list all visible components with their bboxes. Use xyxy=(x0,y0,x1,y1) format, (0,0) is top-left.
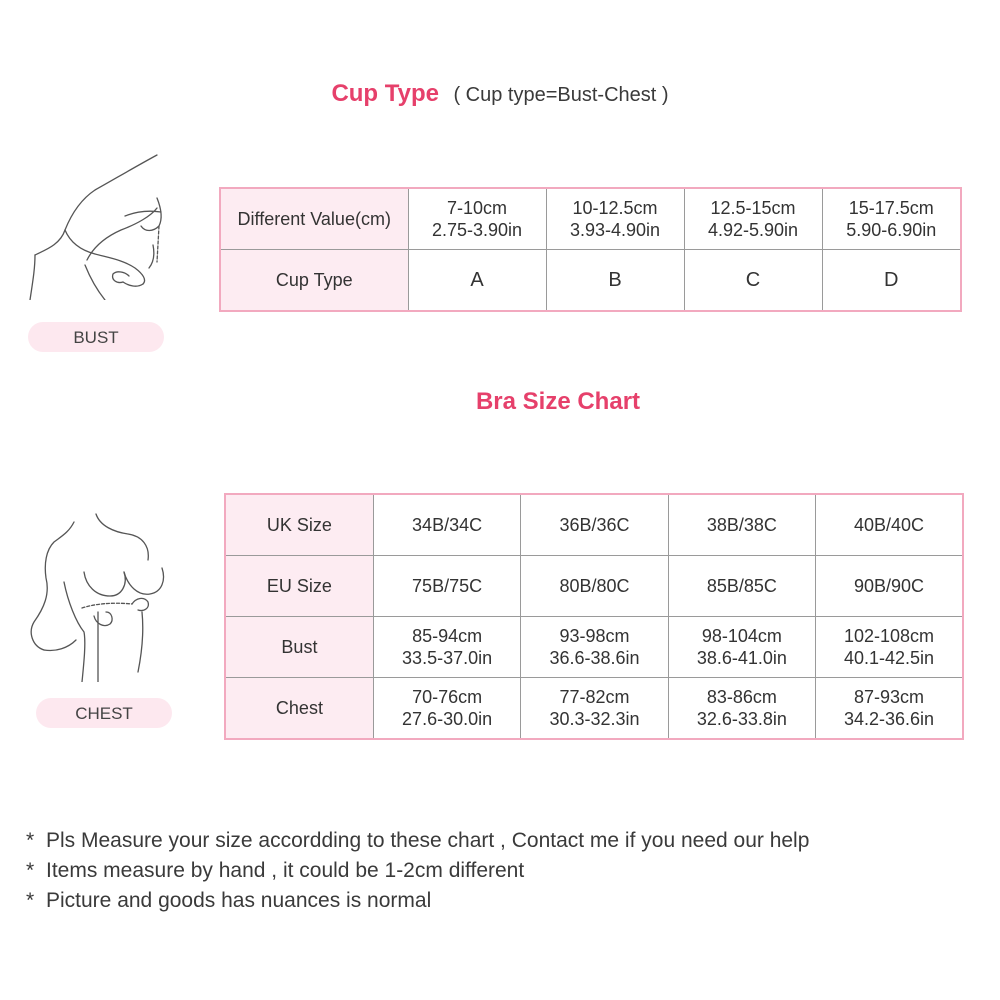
cup-type-heading xyxy=(0,80,1000,108)
note-item xyxy=(26,826,986,856)
cup-type-formula: ( Cup type=Bust-Chest ) xyxy=(453,84,669,106)
row-label-chest: Chest xyxy=(225,678,373,740)
uk-size-cell: 36B/36C xyxy=(521,494,668,556)
bra-size-table xyxy=(224,493,964,740)
row-label-bust: Bust xyxy=(225,617,373,678)
table-row xyxy=(220,250,961,312)
uk-size-cell: 40B/40C xyxy=(816,494,963,556)
cell-cm: 12.5-15cm xyxy=(710,198,796,218)
chest-cell xyxy=(816,678,963,740)
note-text: Picture and goods has nuances is normal xyxy=(46,889,432,912)
eu-size-cell: 75B/75C xyxy=(373,556,520,617)
cell-in: 38.6-41.0in xyxy=(696,648,787,668)
cup-type-title: Cup Type xyxy=(331,80,439,107)
chest-label-badge: CHEST xyxy=(36,698,172,728)
cell-in: 36.6-38.6in xyxy=(549,648,640,668)
table-cell xyxy=(546,188,684,250)
cell-in: 34.2-36.6in xyxy=(843,709,935,729)
bust-label-badge: BUST xyxy=(28,322,164,352)
bra-size-heading xyxy=(58,388,1000,416)
cup-letter-cell: D xyxy=(822,250,961,312)
note-item xyxy=(26,856,986,886)
table-row xyxy=(225,556,963,617)
chest-cell xyxy=(668,678,815,740)
uk-size-cell: 34B/34C xyxy=(373,494,520,556)
row-label-cup-type: Cup Type xyxy=(220,250,408,312)
cell-in: 33.5-37.0in xyxy=(402,648,493,668)
asterisk-icon: * xyxy=(26,829,35,852)
cup-letter-cell: A xyxy=(408,250,546,312)
cell-cm: 7-10cm xyxy=(446,198,508,218)
note-text: Items measure by hand , it could be 1-2cm different xyxy=(46,859,525,882)
cell-in: 40.1-42.5in xyxy=(843,648,935,668)
cell-in: 5.90-6.90in xyxy=(846,220,937,240)
bust-cell xyxy=(668,617,815,678)
table-cell xyxy=(822,188,961,250)
note-text: Pls Measure your size accordding to these chart , Contact me if you need our help xyxy=(46,829,810,852)
cell-in: 3.93-4.90in xyxy=(569,220,661,240)
table-row xyxy=(225,617,963,678)
asterisk-icon: * xyxy=(26,889,35,912)
table-cell xyxy=(684,188,822,250)
cup-letter-cell: C xyxy=(684,250,822,312)
table-row xyxy=(220,188,961,250)
notes-list xyxy=(26,826,986,916)
table-row xyxy=(225,678,963,740)
bust-cell xyxy=(521,617,668,678)
cup-type-table xyxy=(219,187,962,312)
cell-in: 4.92-5.90in xyxy=(707,220,799,240)
row-label-difference: Different Value(cm) xyxy=(220,188,408,250)
row-label-uk-size: UK Size xyxy=(225,494,373,556)
asterisk-icon: * xyxy=(26,859,35,882)
chest-cell xyxy=(521,678,668,740)
chest-cell xyxy=(373,678,520,740)
cell-cm: 87-93cm xyxy=(854,687,925,707)
eu-size-cell: 85B/85C xyxy=(668,556,815,617)
cell-in: 2.75-3.90in xyxy=(431,220,523,240)
cell-cm: 102-108cm xyxy=(844,626,935,646)
cell-cm: 83-86cm xyxy=(706,687,777,707)
cell-cm: 15-17.5cm xyxy=(848,198,934,218)
cell-cm: 70-76cm xyxy=(412,687,483,707)
cell-in: 27.6-30.0in xyxy=(402,709,493,729)
cell-cm: 10-12.5cm xyxy=(572,198,658,218)
table-row xyxy=(225,494,963,556)
cell-cm: 77-82cm xyxy=(559,687,630,707)
cell-cm: 98-104cm xyxy=(701,626,782,646)
chest-measure-illustration-icon xyxy=(24,512,174,682)
cup-letter-cell: B xyxy=(546,250,684,312)
row-label-eu-size: EU Size xyxy=(225,556,373,617)
table-cell xyxy=(408,188,546,250)
cell-in: 30.3-32.3in xyxy=(549,709,640,729)
cell-cm: 85-94cm xyxy=(412,626,483,646)
note-item xyxy=(26,886,986,916)
bust-cell xyxy=(373,617,520,678)
cell-cm: 93-98cm xyxy=(559,626,630,646)
eu-size-cell: 80B/80C xyxy=(521,556,668,617)
uk-size-cell: 38B/38C xyxy=(668,494,815,556)
bust-cell xyxy=(816,617,963,678)
cell-in: 32.6-33.8in xyxy=(696,709,787,729)
bra-size-title: Bra Size Chart xyxy=(475,388,641,415)
bust-measure-illustration-icon xyxy=(25,150,175,300)
eu-size-cell: 90B/90C xyxy=(816,556,963,617)
